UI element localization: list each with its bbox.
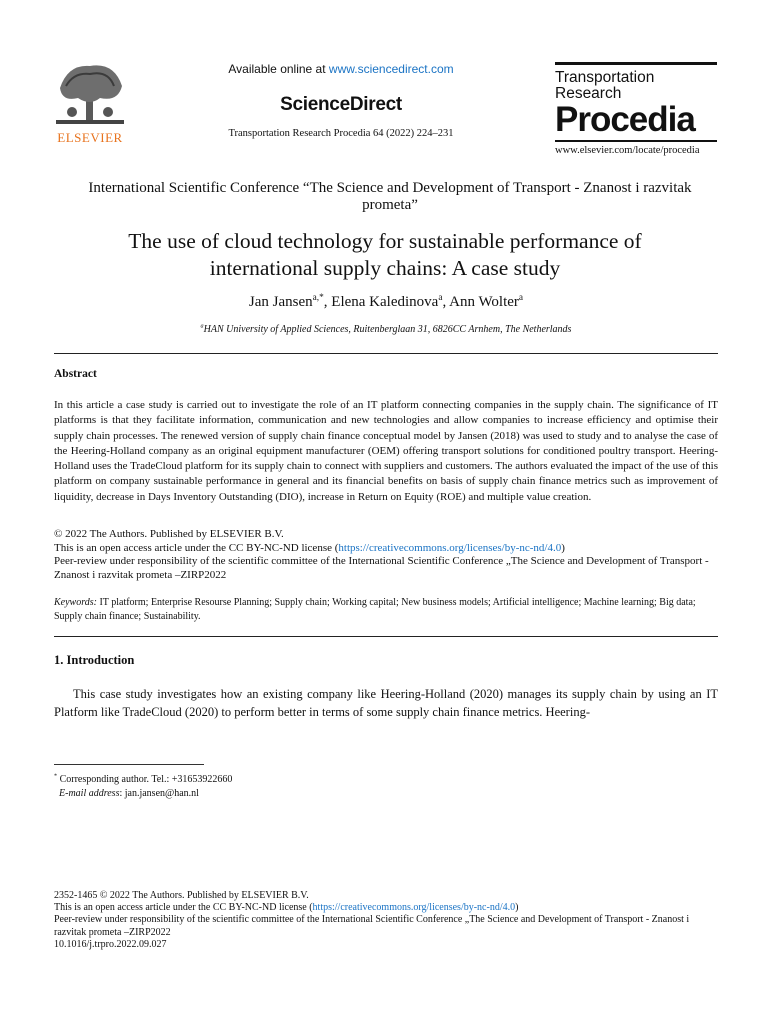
affiliation: $^a$HAN University of Applied Sciences, Ruitenberglaan 31, 6826CC Arnhem, The Netherlands	[200, 322, 572, 335]
copyright-block	[54, 528, 718, 582]
procedia-top-rule	[555, 62, 717, 65]
section-heading: 1. Introduction	[54, 653, 135, 667]
elsevier-wordmark: ELSEVIER	[57, 130, 123, 145]
author-list	[54, 294, 718, 311]
sciencedirect-link[interactable]: www.sciencedirect.com	[328, 62, 454, 76]
issn-line: 2352-1465 © 2022 The Authors. Published by ELSEVIER B.V.	[54, 890, 309, 901]
author-name: Ann Wolter	[449, 294, 519, 310]
author-separator: ,	[323, 294, 332, 310]
procedia-bottom-rule	[555, 140, 717, 142]
author-affiliation-mark: a	[438, 293, 443, 303]
footnote	[54, 773, 718, 801]
author-affiliation-mark: a,*	[312, 293, 324, 303]
abstract-divider	[54, 636, 718, 637]
author-separator: ,	[442, 294, 450, 310]
author-affiliation-mark: a	[518, 293, 524, 303]
procedia-logo	[555, 62, 717, 156]
keywords-label: Keywords:	[54, 597, 97, 608]
procedia-logo-line2: Research	[555, 85, 622, 102]
procedia-logo-line3: Procedia	[555, 100, 695, 139]
paper-title: The use of cloud technology for sustainable performance of international supply chains: A case study	[128, 229, 642, 280]
footer-license-link[interactable]: https://creativecommons.org/licenses/by-nc-nd/4.0	[312, 902, 516, 914]
intro-paragraph: This case study investigates how an existing company like Heering-Holland (2020) manages its supply chain by using an IT Platform like TradeCloud (2020) to perform better in terms of some supply chain finance metrics. Heering-	[54, 687, 718, 719]
license-line: This is an open access article under the CC BY-NC-ND license (https://creativecommons.org/licenses/by-nc-nd/4.0)	[54, 541, 565, 554]
author-name: Jan Jansen	[248, 294, 313, 310]
procedia-logo-line1: Transportation	[555, 69, 655, 86]
doi: 10.1016/j.trpro.2022.09.027	[54, 938, 167, 950]
corresponding-author: * Corresponding author. Tel.: +31653922660	[54, 772, 233, 785]
conference-name: International Scientific Conference “The Science and Development of Transport - Znanost i razvitak prometa”	[88, 180, 692, 213]
email-address: E-mail address: jan.jansen@han.nl	[59, 788, 199, 799]
journal-reference: Transportation Research Procedia 64 (2022) 224–231	[228, 128, 454, 139]
footer-license-line: This is an open access article under the CC BY-NC-ND license (https://creativecommons.org/licenses/by-nc-nd/4.0)	[54, 902, 519, 914]
keywords: Keywords: IT platform; Enterprise Resourse Planning; Supply chain; Working capital; New business models; Artificial intelligence; Machine learning; Big data; Supply chain finance; Sustainability.	[54, 597, 696, 622]
abstract-heading: Abstract	[54, 368, 97, 380]
author-name: Elena Kaledinova	[331, 294, 439, 310]
elsevier-logo	[50, 58, 130, 148]
footer-peer-review: Peer-review under responsibility of the scientific committee of the International Scientific Conference „The Science and Development of Transport - Znanost i razvitak prometa –ZIRP2022	[54, 914, 690, 938]
sciencedirect-title: ScienceDirect	[280, 94, 402, 115]
copyright-line: © 2022 The Authors. Published by ELSEVIER B.V.	[54, 528, 284, 540]
available-online: Available online at www.sciencedirect.com	[228, 62, 454, 76]
procedia-url: www.elsevier.com/locate/procedia	[555, 145, 700, 156]
page-footer	[54, 890, 718, 951]
footnote-rule	[54, 764, 204, 765]
license-link[interactable]: https://creativecommons.org/licenses/by-nc-nd/4.0	[338, 541, 562, 554]
elsevier-tree-icon	[50, 58, 130, 130]
header-divider	[54, 353, 718, 354]
peer-review-line: Peer-review under responsibility of the scientific committee of the International Scientific Conference „The Science and Development of Transport - Znanost i razvitak prometa –ZIRP2022	[54, 555, 709, 581]
abstract-text: In this article a case study is carried out to investigate the role of an IT platform connecting companies in the supply chain. The significance of IT platforms is that they facilitate information, communication and new technologies and allow companies to increase efficiency and optimise their supply chain processes. The renewed version of supply chain finance conceptual model by Jansen (2018) was used to study and to analyse the case of the Heering-Holland company as an original equipment manufacturer (OEM) offering transport solutions for conditioned poultry transport. Heering-Holland uses the TradeCloud platform for its supply chain to connect with suppliers and customers. The authors evaluated the impact of the use of this platform on company sustainable performance in general and its financial benefits on basis of supply chain finance metrics such as improvement of liquidity, decrease in Days Inventory Outstanding (DIO), increase in Return on Equity (ROE) and multiple value creation.	[54, 399, 718, 503]
